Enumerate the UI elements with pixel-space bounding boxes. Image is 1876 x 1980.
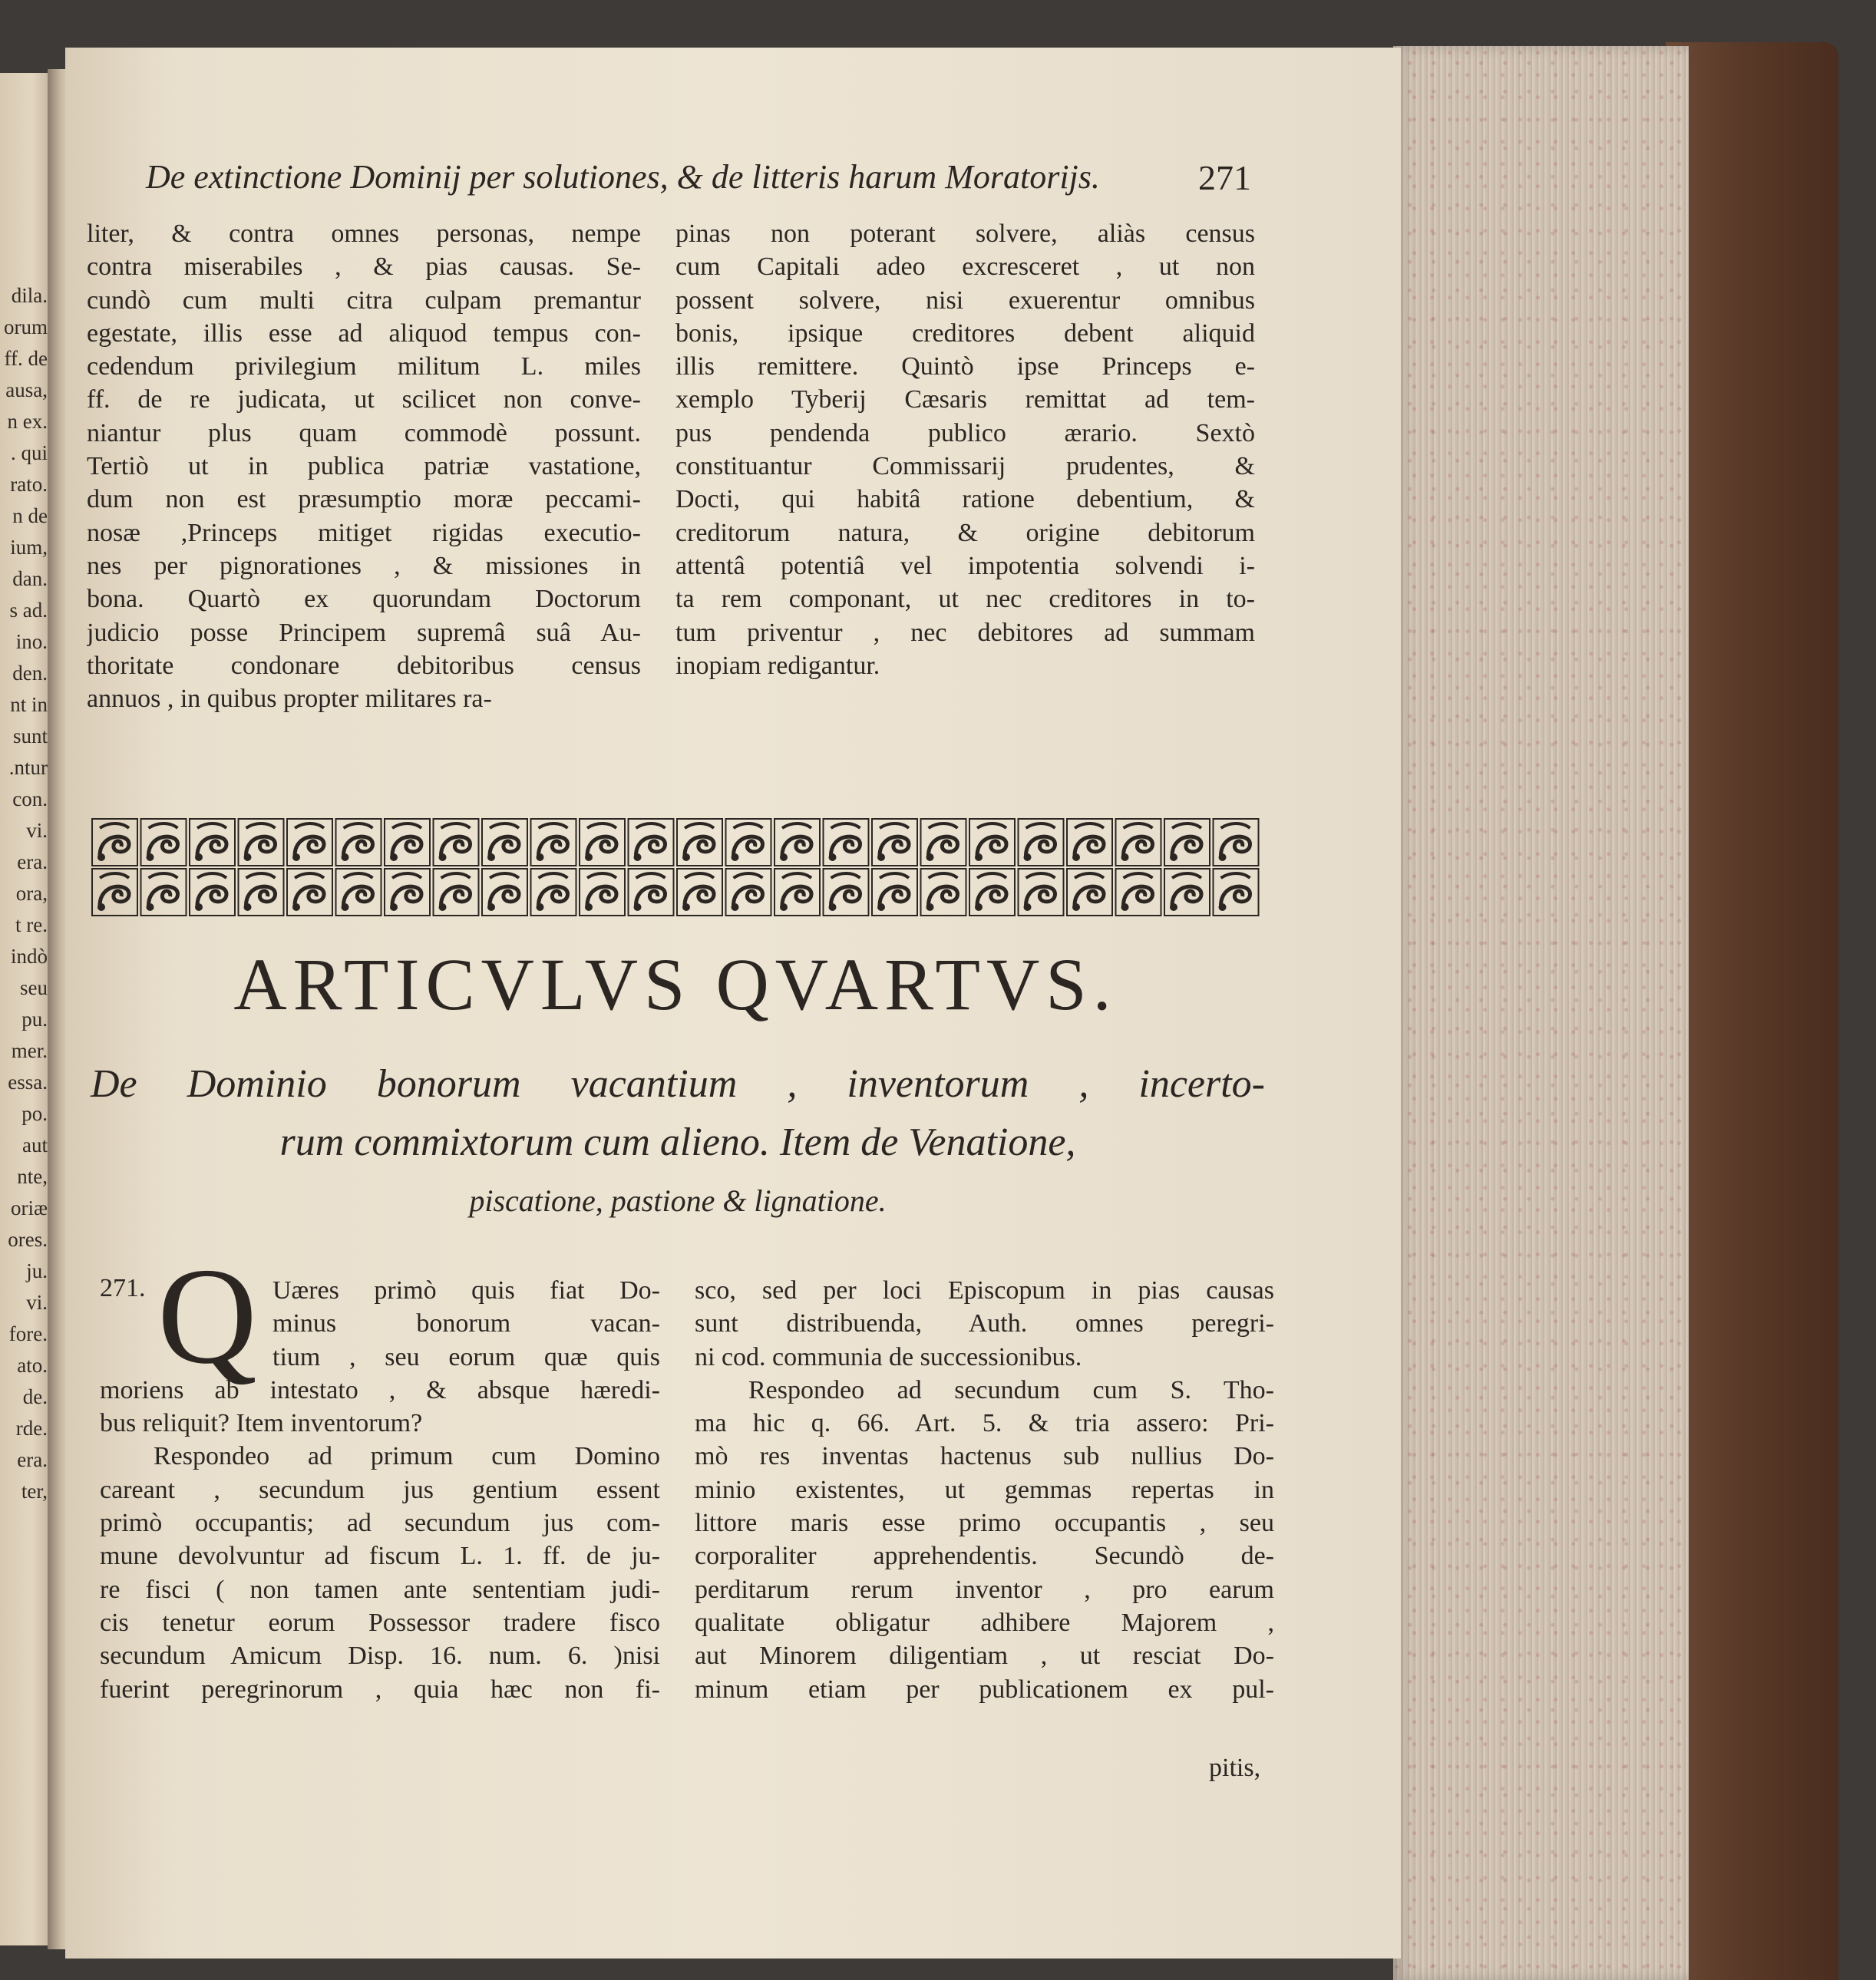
text-line: pu. bbox=[21, 1008, 48, 1031]
text-line: liter, & contra omnes personas, nempe bbox=[87, 219, 641, 248]
text-line: con. bbox=[12, 787, 48, 810]
subtitle-line-3: piscatione, pastione & lignatione. bbox=[469, 1183, 887, 1218]
paragraph-number: 271. bbox=[100, 1274, 146, 1302]
text-line: fuerint peregrinorum , quia hæc non fi- bbox=[100, 1675, 660, 1704]
text-line: corporaliter apprehendentis. Secundò de- bbox=[695, 1542, 1274, 1571]
text-line: constituantur Commissarij prudentes, & bbox=[675, 452, 1255, 481]
text-line: den. bbox=[12, 662, 48, 685]
text-line: ino. bbox=[15, 630, 48, 653]
text-line: s ad. bbox=[9, 599, 48, 622]
text-line: fore. bbox=[8, 1322, 48, 1345]
subtitle-line-1: De Dominio bonorum vacantium , inventorum , incerto- bbox=[91, 1062, 1265, 1106]
text-line: Tertiò ut in publica patriæ vastatione, bbox=[87, 452, 641, 481]
text-line: annuos , in quibus propter militares ra- bbox=[87, 685, 492, 714]
text-line: inopiam redigantur. bbox=[675, 651, 880, 680]
text-line: dan. bbox=[12, 567, 48, 590]
book-cover bbox=[1666, 42, 1838, 1980]
text-line: t re. bbox=[15, 913, 48, 936]
ornamental-border bbox=[91, 817, 1261, 917]
running-header bbox=[146, 157, 1251, 203]
book-fore-edge bbox=[1393, 46, 1689, 1980]
page-number: 271 bbox=[1198, 158, 1251, 197]
text-line: nte, bbox=[17, 1165, 48, 1188]
text-line: bonis, ipsique creditores debent aliquid bbox=[675, 318, 1255, 348]
text-line: ora, bbox=[15, 882, 48, 905]
text-line: thoritate condonare debitoribus census bbox=[87, 651, 641, 680]
text-line: minum etiam per publicationem ex pul- bbox=[695, 1675, 1274, 1704]
text-line: rato. bbox=[10, 473, 48, 496]
text-line: aut Minorem diligentiam , ut resciat Do- bbox=[695, 1642, 1274, 1671]
text-line: nosæ ,Princeps mitiget rigidas executio- bbox=[87, 518, 641, 547]
catchword: pitis, bbox=[1209, 1754, 1261, 1782]
text-line: Uæres primò quis fiat Do- bbox=[272, 1276, 660, 1305]
text-line: moriens ab intestato , & absque hæredi- bbox=[100, 1375, 660, 1404]
text-line: mune devolvuntur ad fiscum L. 1. ff. de ju- bbox=[100, 1542, 660, 1571]
text-line: cundò cum multi citra culpam premantur bbox=[87, 285, 641, 315]
text-line: .ntur bbox=[8, 756, 48, 779]
text-line: possent solvere, nisi exuerentur omnibus bbox=[675, 285, 1255, 315]
text-line: ff. de re judicata, ut scilicet non conve- bbox=[87, 385, 641, 414]
running-title: De extinctione Dominij per solutiones, & de litteris harum Moratorijs. bbox=[146, 158, 1100, 196]
text-line: minus bonorum vacan- bbox=[272, 1309, 660, 1338]
text-line: ium, bbox=[10, 536, 48, 559]
text-line: orum bbox=[4, 315, 48, 338]
text-line: ta rem componant, ut nec creditores in to- bbox=[675, 585, 1255, 614]
text-line: oriæ bbox=[10, 1196, 48, 1219]
left-page-edge bbox=[0, 73, 54, 1945]
text-line: primò occupantis; ad secundum jus com- bbox=[100, 1509, 660, 1538]
text-line: de. bbox=[22, 1385, 48, 1408]
text-line: judicio posse Principem supremâ suâ Au- bbox=[87, 618, 641, 647]
text-line: Respondeo ad secundum cum S. Tho- bbox=[748, 1375, 1274, 1404]
text-line: bona. Quartò ex quorundam Doctorum bbox=[87, 585, 641, 614]
text-line: . qui bbox=[10, 441, 48, 464]
text-line: contra miserabiles , & pias causas. Se- bbox=[87, 252, 641, 282]
text-line: secundum Amicum Disp. 16. num. 6. )nisi bbox=[100, 1642, 660, 1671]
text-line: littore maris esse primo occupantis , seu bbox=[695, 1509, 1274, 1538]
drop-cap: Q bbox=[157, 1239, 257, 1392]
text-line: Docti, qui habitâ ratione debentium, & bbox=[675, 485, 1255, 514]
text-line: vi. bbox=[26, 819, 48, 842]
text-line: essa. bbox=[8, 1071, 48, 1094]
text-line: po. bbox=[21, 1102, 48, 1125]
text-line: ter, bbox=[21, 1480, 48, 1503]
text-line: ausa, bbox=[5, 378, 48, 401]
text-line: mer. bbox=[11, 1039, 48, 1062]
text-line: dila. bbox=[11, 284, 48, 307]
text-line: sco, sed per loci Episcopum in pias causas bbox=[695, 1276, 1274, 1305]
text-line: era. bbox=[17, 850, 48, 873]
text-line: ato. bbox=[17, 1354, 48, 1377]
text-line: dum non est præsumptio moræ peccami- bbox=[87, 485, 641, 514]
text-line: pus pendenda publico ærario. Sextò bbox=[675, 418, 1255, 447]
text-line: tium , seu eorum quæ quis bbox=[272, 1342, 660, 1371]
text-line: qualitate obligatur adhibere Majorem , bbox=[695, 1608, 1274, 1637]
text-line: aut bbox=[22, 1134, 48, 1157]
left-page-margin-text bbox=[0, 280, 48, 1507]
text-line: ni cod. communia de successionibus. bbox=[695, 1342, 1082, 1371]
text-line: niantur plus quam commodè possunt. bbox=[87, 418, 641, 447]
text-line: vi. bbox=[26, 1291, 48, 1314]
text-line: ma hic q. 66. Art. 5. & tria assero: Pri- bbox=[695, 1409, 1274, 1438]
article-title: ARTICVLVS QVARTVS. bbox=[233, 943, 1118, 1025]
text-line: bus reliquit? Item inventorum? bbox=[100, 1409, 423, 1438]
text-line: creditorum natura, & origine debitorum bbox=[675, 518, 1255, 547]
text-line: tum priventur , nec debitores ad summam bbox=[675, 618, 1255, 647]
text-line: sunt distribuenda, Auth. omnes peregri- bbox=[695, 1309, 1274, 1338]
text-line: n de bbox=[12, 504, 48, 527]
text-line: era. bbox=[17, 1448, 48, 1471]
text-line: sunt bbox=[12, 724, 48, 747]
text-line: careant , secundum jus gentium essent bbox=[100, 1475, 660, 1504]
text-line: minio existentes, ut gemmas repertas in bbox=[695, 1475, 1274, 1504]
text-line: seu bbox=[20, 976, 48, 999]
text-line: xemplo Tyberij Cæsaris remittat ad tem- bbox=[675, 385, 1255, 414]
text-line: indò bbox=[10, 945, 48, 968]
text-line: egestate, illis esse ad aliquod tempus con- bbox=[87, 318, 641, 348]
text-line: ju. bbox=[26, 1259, 48, 1282]
text-line: re fisci ( non tamen ante sententiam judi- bbox=[100, 1575, 660, 1604]
text-line: cis tenetur eorum Possessor tradere fisco bbox=[100, 1608, 660, 1637]
text-line: ff. de bbox=[4, 347, 48, 370]
text-line: attentâ potentiâ vel impotentia solvendi i- bbox=[675, 551, 1255, 580]
top-left-text-column bbox=[87, 217, 641, 715]
text-line: pinas non poterant solvere, aliàs census bbox=[675, 219, 1255, 248]
text-line: illis remittere. Quintò ipse Princeps e- bbox=[675, 352, 1255, 381]
bottom-left-text-column bbox=[100, 1274, 660, 1706]
text-line: mò res inventas hactenus sub nullius Do- bbox=[695, 1442, 1274, 1471]
subtitle-line-2: rum commixtorum cum alieno. Item de Venatione, bbox=[279, 1120, 1076, 1164]
text-line: cedendum privilegium militum L. miles bbox=[87, 352, 641, 381]
text-line: rde. bbox=[15, 1417, 48, 1440]
bottom-right-text-column bbox=[695, 1274, 1274, 1706]
text-line: nt in bbox=[10, 693, 48, 716]
text-line: ores. bbox=[8, 1228, 48, 1251]
text-line: cum Capitali adeo excresceret , ut non bbox=[675, 252, 1255, 282]
top-right-text-column bbox=[675, 217, 1255, 682]
text-line: perditarum rerum inventor , pro earum bbox=[695, 1575, 1274, 1604]
article-subtitle bbox=[91, 1055, 1265, 1230]
text-line: Respondeo ad primum cum Domino bbox=[154, 1442, 660, 1471]
text-line: nes per pignorationes , & missiones in bbox=[87, 551, 641, 580]
text-line: n ex. bbox=[7, 410, 48, 433]
